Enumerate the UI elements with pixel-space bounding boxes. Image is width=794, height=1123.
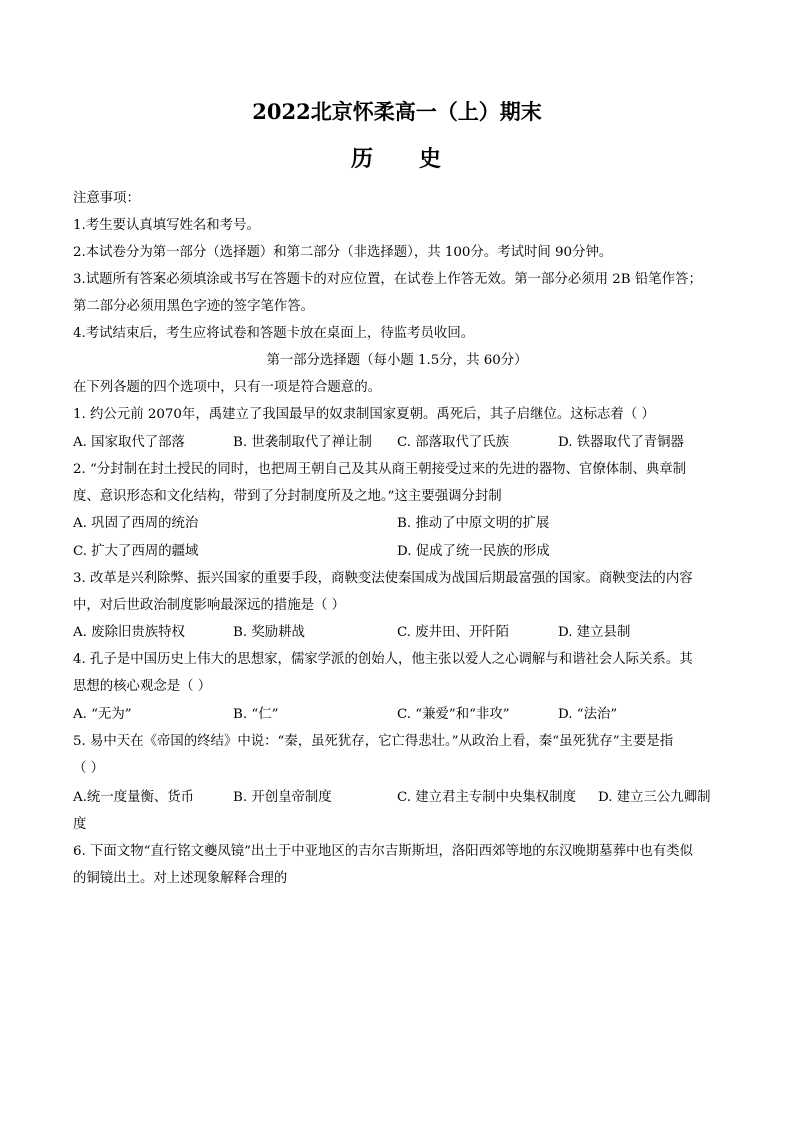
question-3-option-a: A. 废除旧贵族特权 <box>73 625 185 640</box>
part1-instruction: 在下列各题的四个选项中，只有一项是符合题意的。 <box>73 380 381 395</box>
question-1-option-a: A. 国家取代了部落 <box>73 435 185 450</box>
question-1-option-b: B. 世袭制取代了禅让制 <box>233 435 372 450</box>
question-4-option-a: A. “无为” <box>73 707 132 722</box>
question-2-stem-line-2: 度、意识形态和文化结构，带到了分封制度所及之地。”这主要强调分封制 <box>73 489 502 504</box>
subject-char-2: 史 <box>419 146 444 172</box>
question-1-stem: 1. 约公元前 2070年，禹建立了我国最早的奴隶制国家夏朝。禹死后，其子启继位。这标志着（ ） <box>73 407 655 422</box>
question-6-stem-line-2: 的铜镜出土。对上述现象解释合理的 <box>73 871 288 886</box>
question-4-option-d: D. “法治” <box>558 707 618 722</box>
question-2-stem-line-1: 2. “分封制在封土授民的同时，也把周王朝自己及其从商王朝接受过来的先进的器物、官僚体制、典章制 <box>73 462 687 477</box>
question-5-stem-line-2: （ ） <box>73 761 105 776</box>
question-2-option-d: D. 促成了统一民族的形成 <box>397 544 550 559</box>
question-3-option-b: B. 奖励耕战 <box>233 625 305 640</box>
notes-heading: 注意事项： <box>73 191 140 206</box>
question-5-stem-line-1: 5. 易中天在《帝国的终结》中说：“秦，虽死犹存，它亡得悲壮。”从政治上看，秦“虽死犹存”主要是指 <box>73 734 674 749</box>
question-4-stem-line-1: 4. 孔子是中国历史上伟大的思想家，儒家学派的创始人，他主张以爱人之心调解与和谐社会人际关系。其 <box>73 652 693 667</box>
question-4-option-c: C. “兼爱”和“非攻” <box>397 707 510 722</box>
question-1-option-c: C. 部落取代了氏族 <box>397 435 510 450</box>
question-2-option-c: C. 扩大了西周的疆域 <box>73 544 199 559</box>
question-1-option-d: D. 铁器取代了青铜器 <box>558 435 684 450</box>
note-2: 2.本试卷分为第一部分（选择题）和第二部分（非选择题），共 100分。考试时间 90分钟。 <box>73 245 613 260</box>
exam-title: 2022北京怀柔高一（上）期末 <box>252 99 542 124</box>
note-3-line-2: 第二部分必须用黑色字迹的签字笔作答。 <box>73 299 315 314</box>
part1-heading: 第一部分选择题（每小题 1.5分，共 60分） <box>266 353 528 368</box>
question-5-option-d-continued: 度 <box>73 817 87 832</box>
question-5-option-d: D. 建立三公九卿制 <box>598 790 711 805</box>
question-2-option-a: A. 巩固了西周的统治 <box>73 516 199 531</box>
subject-title <box>0 142 794 173</box>
question-4-option-b: B. “仁” <box>233 707 279 722</box>
question-5-option-a: A.统一度量衡、货币 <box>73 790 195 805</box>
question-6-stem-line-1: 6. 下面文物“直行铭文夔凤镜”出土于中亚地区的吉尔吉斯斯坦，洛阳西郊等地的东汉晚期墓葬中也有类似 <box>73 844 693 859</box>
question-5-option-b: B. 开创皇帝制度 <box>233 790 332 805</box>
subject-char-1: 历 <box>350 146 375 172</box>
question-3-option-c: C. 废井田、开阡陌 <box>397 625 510 640</box>
question-3-option-d: D. 建立县制 <box>558 625 631 640</box>
question-5-option-c: C. 建立君主专制中央集权制度 <box>397 790 576 805</box>
question-4-stem-line-2: 思想的核心观念是（ ） <box>73 679 212 694</box>
question-3-stem-line-2: 中，对后世政治制度影响最深远的措施是（ ） <box>73 598 346 613</box>
note-4: 4.考试结束后，考生应将试卷和答题卡放在桌面上，待监考员收回。 <box>73 326 475 341</box>
question-3-stem-line-1: 3. 改革是兴利除弊、振兴国家的重要手段，商鞅变法使秦国成为战国后期最富强的国家。商鞅变法的内容 <box>73 571 693 586</box>
note-1: 1.考生要认真填写姓名和考号。 <box>73 218 260 233</box>
question-2-option-b: B. 推动了中原文明的扩展 <box>397 516 550 531</box>
note-3-line-1: 3.试题所有答案必须填涂或书写在答题卡的对应位置，在试卷上作答无效。第一部分必须用 2B 铅笔作答； <box>73 272 702 287</box>
